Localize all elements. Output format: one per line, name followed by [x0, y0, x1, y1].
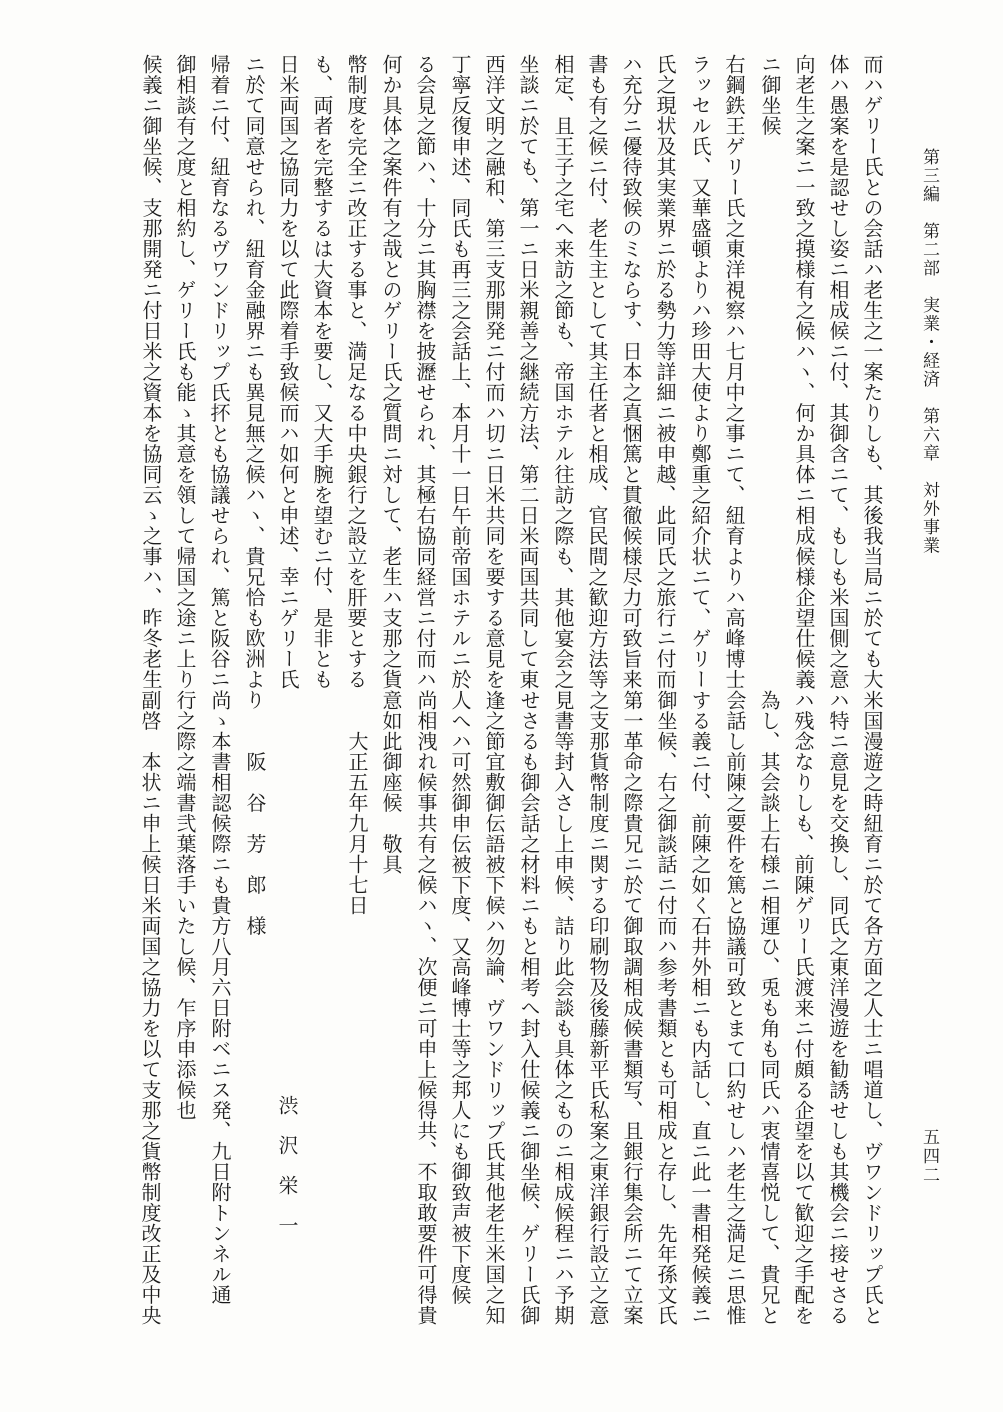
text-column: 之支那貨幣制度ニ関する印刷物及後藤新平氏私案之東洋銀行設立之意 — [586, 690, 610, 1326]
text-column: 右鋼鉄王ゲリー氏之東洋視察ハ七月中之事ニて、紐育よりハ高峰博士 — [722, 54, 746, 690]
text-column: 氏之現状及其実業界ニ於る勢力等詳細ニ被申越、此同氏之旅行ニ付而 — [653, 54, 677, 690]
text-column: 相定、且王子之宅へ来訪之節も、帝国ホテル往訪之際も、其他宴会之 — [551, 54, 575, 690]
text-column: ニ於て同意せられ、紐育金融界ニも異見無之候ハヽ、貴兄恰も欧洲より — [242, 54, 266, 710]
text-column: 書も有之候ニ付、老生主として其主任者と相成、官民間之歓迎方法等 — [585, 54, 609, 690]
text-column: 西洋文明之融和、第三支那開発ニ付而ハ切ニ日米共同を要する意見を — [482, 54, 506, 690]
text-column: 帰着ニ付、紐育なるヴワンドリップ氏抔とも協議せられ、篤と阪谷ニ — [207, 54, 231, 690]
signature: 渋 沢 栄 一 — [275, 1095, 299, 1235]
text-column: ラッセル氏、又華盛頓よりハ珍田大使より鄭重之紹介状ニて、ゲリー — [688, 54, 712, 690]
text-column: ハ残念なりしも、前陳ゲリー氏渡来ニ付頗る企望を以て歓迎之手配を — [791, 690, 815, 1326]
text-column: 逢之節宜敷御伝語被下候ハ勿論、ヴワンドリップ氏其他老生米国之知 — [482, 690, 506, 1326]
text-column: 行之際之端書弐葉落手いたし候、乍序申添候也 — [173, 690, 197, 1121]
text-column: 向老生之案ニ一致之摸様有之候ハヽ、何か具体ニ相成候様企望仕候義 — [792, 54, 816, 690]
text-column: 大正五年九月十七日 — [345, 690, 369, 916]
text-column: 幣制度を完全ニ改正する事と、満足なる中央銀行之設立を肝要とする — [344, 54, 368, 690]
running-head: 第三編 第二部 実業・経済 第六章 対外事業 — [919, 148, 939, 555]
text-column: 米国漫遊之時紐育ニ於て各方面之人士ニ唱道し、ヴワンドリップ氏と — [860, 690, 884, 1326]
text-column: 見書等封入さし上申候、詰り此会談も具体之ものニ相成候程ニハ予期 — [551, 690, 575, 1326]
text-column: 為し、其会談上右様ニ相運ひ、兎も角も同氏ハ衷情喜悦して、貴兄と — [757, 690, 781, 1326]
page-number: 五四二 — [919, 1128, 939, 1185]
text-column: ハ特ニ意見を交換し、同氏之東洋漫遊を勧誘せしも其機会ニ接せさる — [826, 690, 850, 1326]
text-column: 而ハゲリー氏との会話ハ老生之一案たりしも、其後我当局ニ於ても大 — [860, 54, 884, 690]
text-column: 何か具体之案件有之哉とのゲリー氏之質問ニ対して、老生ハ支那之貨 — [379, 54, 403, 690]
text-column: も、両者を完整するは大資本を要し、又大手腕を望むニ付、是非とも — [310, 54, 334, 690]
text-column: ハ充分ニ優待致候のミならす、日本之真悃篤と貫徹候様尽力可致旨来 — [619, 54, 643, 690]
text-column: 体ハ愚案を是認せし姿ニ相成候ニ付、其御含ニて、もしも米国側之意 — [826, 54, 850, 690]
text-column: 人へハ可然御申伝被下度、又高峰博士等之邦人にも御致声被下度候 — [448, 690, 472, 1305]
text-column: る会見之節ハ、十分ニ其胸襟を披瀝せられ、其極右協同経営ニ付而ハ — [413, 54, 437, 690]
text-column: せさるも御会話之材料ニもと相考へ封入仕候義ニ御坐候、ゲリー氏御 — [517, 690, 541, 1326]
text-column: する義ニ付、前陳之如く石井外相ニも内話し、直ニ此一書相発候義ニ — [688, 690, 712, 1326]
text-column: 尚相洩れ候事共有之候ハヽ、次便ニ可申上候得共、不取敢要件可得貴 — [414, 690, 438, 1326]
text-column: 日米両国之協同力を以て此際着手致候而ハ如何と申述、幸ニゲリー氏 — [276, 54, 300, 690]
text-column: 会話し前陳之要件を篤と協議可致とまて口約せしハ老生之満足ニ思惟 — [723, 690, 747, 1326]
text-column: ニ御坐候 — [758, 54, 782, 136]
text-column: 坐談ニ於ても、第一ニ日米親善之継続方法、第二日米両国共同して東 — [516, 54, 540, 690]
text-column: 第一革命之際貴兄ニ於て御取調相成候書類写、且銀行集会所ニて立案 — [620, 690, 644, 1326]
text-column: 意如此御座候 敬具 — [379, 690, 403, 875]
text-column: 阪 谷 芳 郎 様 — [243, 690, 267, 936]
text-column: 尚ゝ本書相認候際ニも貴方八月六日附ベニス発、九日附トンネル通 — [208, 690, 232, 1305]
text-column: 副啓 本状ニ申上候日米両国之協力を以て支那之貨幣制度改正及中央 — [138, 690, 162, 1326]
text-column: 候義ニ御坐候、支那開発ニ付日米之資本を協同云ゝ之事ハ、昨冬老生 — [139, 54, 163, 690]
text-column: 御坐候、右之御談話ニ付而ハ参考書類とも可相成と存し、先年孫文氏 — [654, 690, 678, 1326]
text-column: 丁寧反復申述、同氏も再三之会話上、本月十一日午前帝国ホテルニ於 — [448, 54, 472, 690]
text-column: 御相談有之度と相約し、ゲリー氏も能ゝ其意を領して帰国之途ニ上り — [173, 54, 197, 690]
